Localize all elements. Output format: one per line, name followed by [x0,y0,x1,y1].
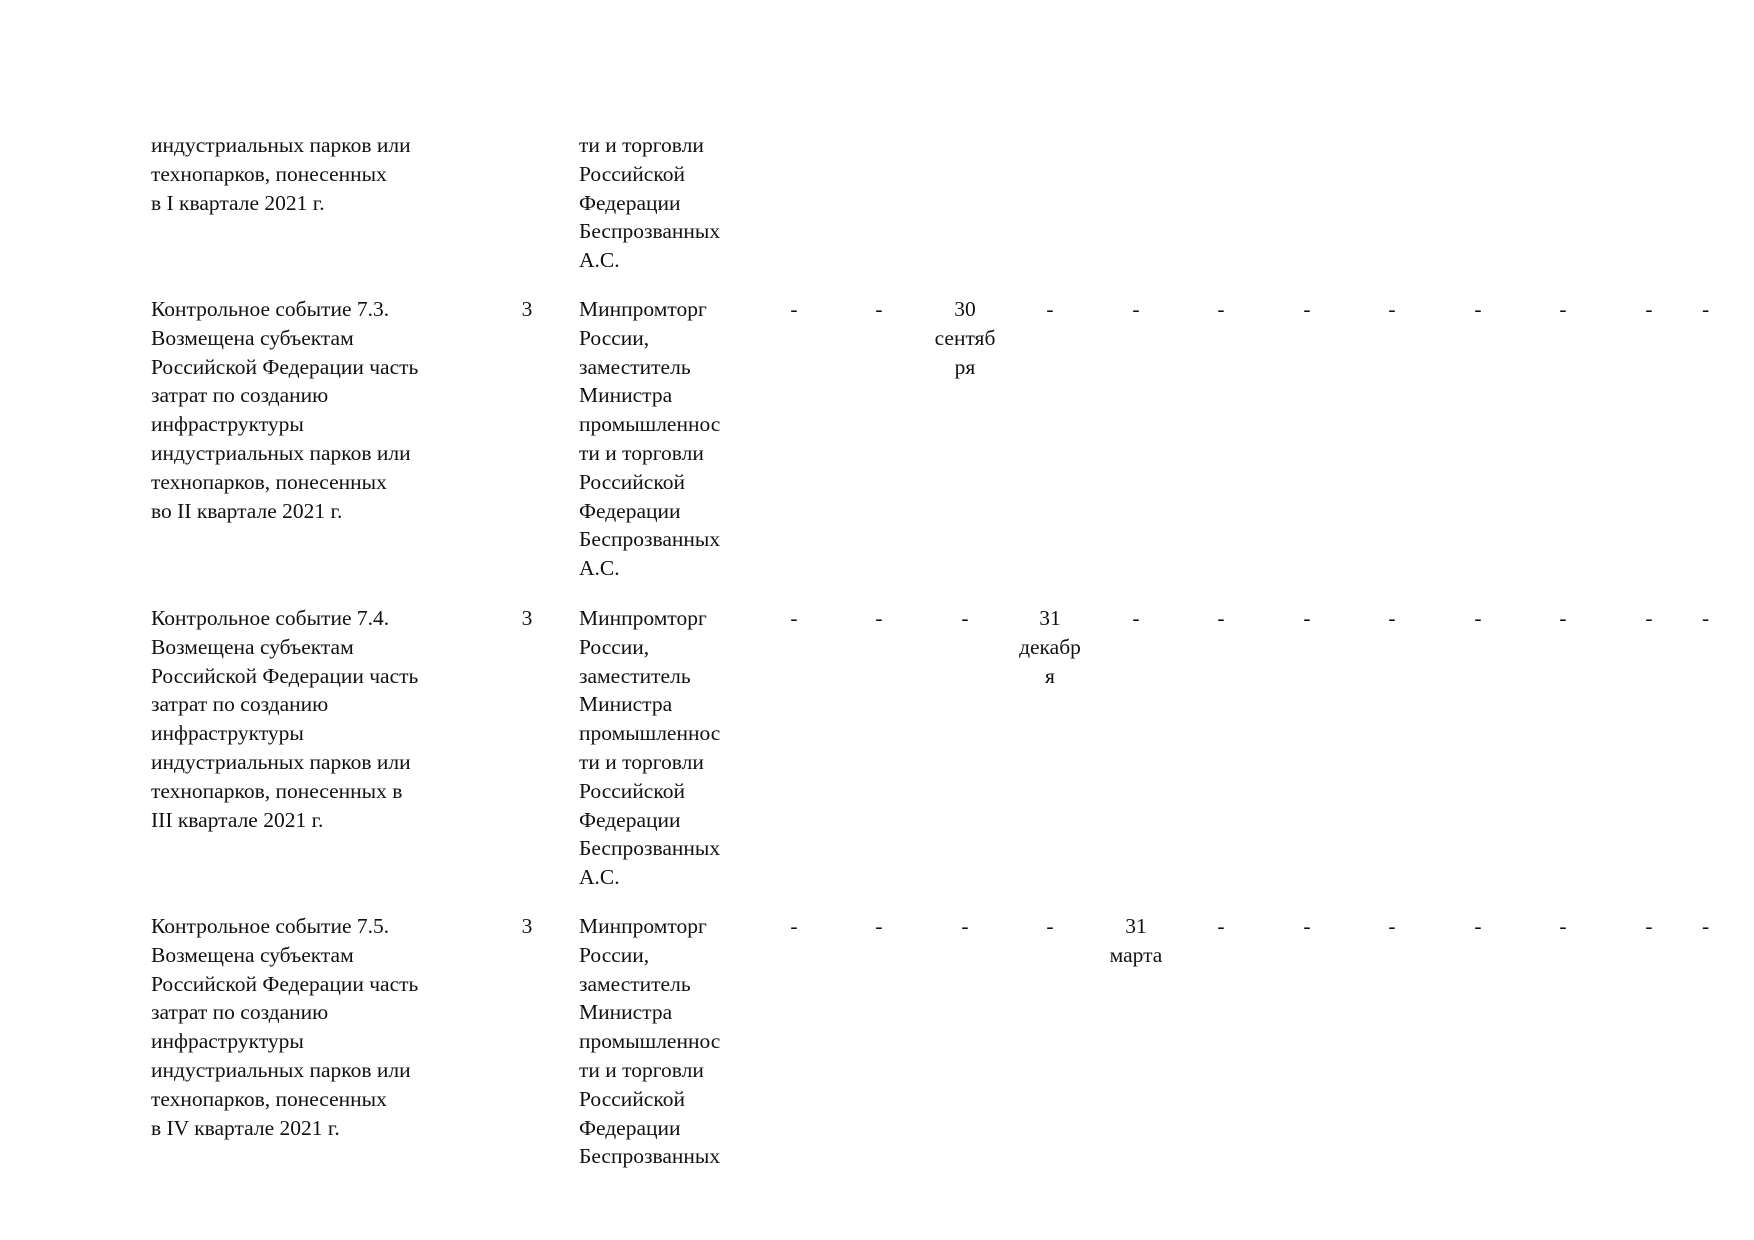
quarter-cell: - [1702,914,1710,938]
quarter-cell: - [875,914,883,938]
quarter-cell: - [1388,297,1396,321]
quarter-cell: - [1702,606,1710,630]
quarter-cell: - [1645,297,1653,321]
event-number: 3 [521,914,533,938]
quarter-cell: - [1559,297,1567,321]
quarter-cell: - [1303,297,1311,321]
quarter-cell: - [1559,914,1567,938]
quarter-cell: - [1474,297,1482,321]
quarter-cell: - [1388,606,1396,630]
quarter-cell: - [961,606,969,630]
quarter-cell: - [875,297,883,321]
quarter-cell: - [1046,297,1054,321]
quarter-cell: 31 декабр я [1019,606,1081,688]
quarter-cell: - [790,606,798,630]
quarter-cell: 31 марта [1109,914,1163,967]
quarter-cell: - [1645,914,1653,938]
quarter-cell: - [790,297,798,321]
quarter-cell: - [1474,914,1482,938]
quarter-cell: - [1217,606,1225,630]
quarter-cell: - [1217,914,1225,938]
event-description: Контрольное событие 7.3. Возмещена субъектам Российской Федерации часть затрат по созданию инфраструктуры индустриальных парков или технопарков, понесенных во II квартале 2021 г. [151,297,419,523]
responsible-person: Минпромторг России, заместитель Министра промышленнос ти и торговли Российской Федерации Беспрозванных А.С. [579,297,721,581]
quarter-cell: - [790,914,798,938]
event-number: 3 [521,606,533,630]
quarter-cell: - [1217,297,1225,321]
quarter-cell: - [1388,914,1396,938]
quarter-cell: 30 сентяб ря [934,297,996,379]
quarter-cell: - [1559,606,1567,630]
quarter-cell: - [1046,914,1054,938]
quarter-cell: - [961,914,969,938]
responsible-person: ти и торговли Российской Федерации Беспрозванных А.С. [579,133,721,273]
quarter-cell: - [1303,606,1311,630]
event-description: Контрольное событие 7.4. Возмещена субъектам Российской Федерации часть затрат по созданию инфраструктуры индустриальных парков или технопарков, понесенных в III квартале 2021 г. [151,606,419,832]
responsible-person: Минпромторг России, заместитель Министра промышленнос ти и торговли Российской Федерации Беспрозванных А.С. [579,606,721,890]
quarter-cell: - [1132,297,1140,321]
quarter-cell: - [1645,606,1653,630]
event-number: 3 [521,297,533,321]
quarter-cell: - [1132,606,1140,630]
quarter-cell: - [1702,297,1710,321]
quarter-cell: - [875,606,883,630]
responsible-person: Минпромторг России, заместитель Министра промышленнос ти и торговли Российской Федерации Беспрозванных [579,914,721,1169]
quarter-cell: - [1303,914,1311,938]
quarter-cell: - [1474,606,1482,630]
event-description: Контрольное событие 7.5. Возмещена субъектам Российской Федерации часть затрат по созданию инфраструктуры индустриальных парков или технопарков, понесенных в IV квартале 2021 г. [151,914,419,1140]
event-description: индустриальных парков или технопарков, понесенных в I квартале 2021 г. [151,133,411,215]
